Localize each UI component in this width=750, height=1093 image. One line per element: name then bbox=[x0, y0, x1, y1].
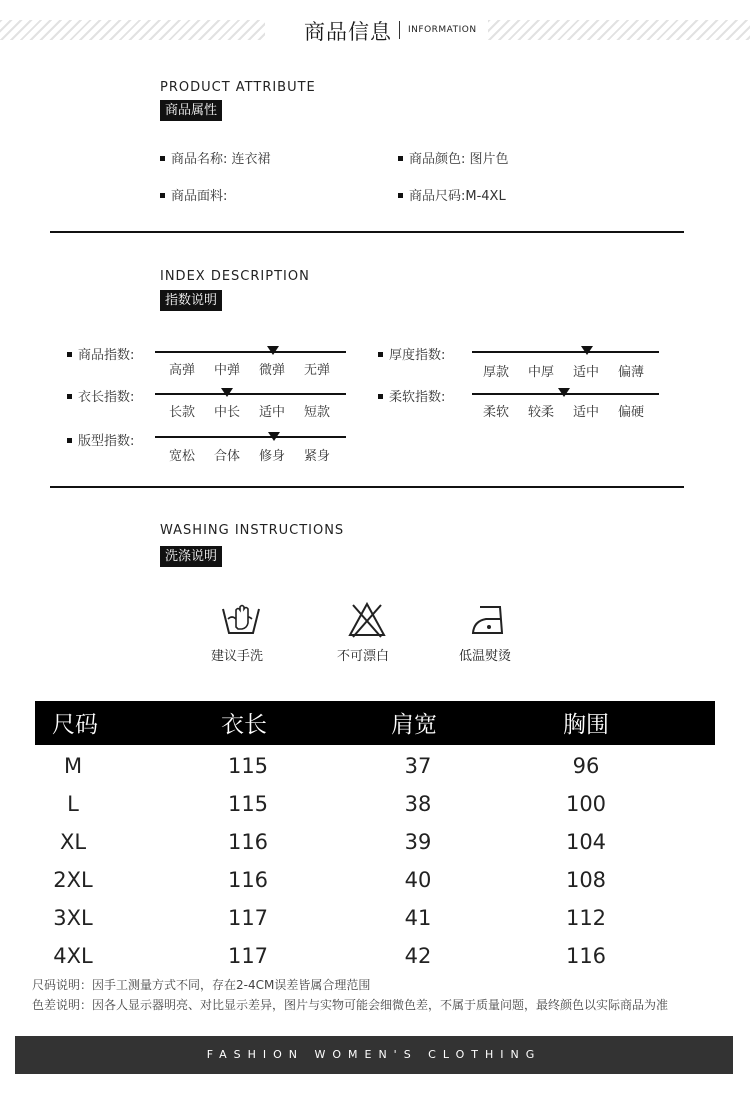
index-option: 较柔 bbox=[528, 405, 555, 420]
bullet-icon bbox=[67, 394, 72, 399]
table-cell: 37 bbox=[404, 754, 432, 778]
washing-title-en: WASHING INSTRUCTIONS bbox=[160, 523, 345, 538]
table-cell: 2XL bbox=[53, 868, 93, 892]
wash-label: 不可漂白 bbox=[337, 649, 390, 664]
header-hatch-left bbox=[0, 20, 265, 40]
table-cell: 100 bbox=[565, 792, 607, 816]
washing-title-cn: 洗涤说明 bbox=[160, 546, 222, 567]
table-cell: 112 bbox=[565, 906, 607, 930]
bullet-icon bbox=[67, 352, 72, 357]
index-scale-line bbox=[155, 393, 346, 395]
section-divider bbox=[50, 486, 684, 488]
index-marker-icon bbox=[268, 432, 280, 441]
table-cell: 4XL bbox=[53, 944, 93, 968]
index-option: 宽松 bbox=[169, 449, 196, 464]
attribute-title-en: PRODUCT ATTRIBUTE bbox=[160, 80, 316, 95]
size-note: 尺码说明：因手工测量方式不同，存在2-4CM误差皆属合理范围 bbox=[32, 978, 371, 992]
index-option: 偏薄 bbox=[618, 365, 645, 380]
index-option: 修身 bbox=[259, 449, 286, 464]
bullet-icon bbox=[160, 156, 165, 161]
table-cell: 96 bbox=[572, 754, 600, 778]
table-cell: 3XL bbox=[53, 906, 93, 930]
header-subtitle: INFORMATION bbox=[408, 25, 477, 35]
index-title-cn: 指数说明 bbox=[160, 290, 222, 311]
index-label: 版型指数: bbox=[67, 430, 134, 449]
section-divider bbox=[50, 231, 684, 233]
index-option: 合体 bbox=[214, 449, 241, 464]
table-cell: XL bbox=[59, 830, 87, 854]
low-iron-icon bbox=[470, 603, 508, 637]
index-label: 商品指数: bbox=[67, 344, 134, 363]
header-title: 商品信息 bbox=[304, 20, 392, 44]
table-header-shoulder: 肩宽 bbox=[391, 712, 437, 738]
attribute-title-cn: 商品属性 bbox=[160, 100, 222, 121]
bullet-icon bbox=[67, 438, 72, 443]
table-cell: 116 bbox=[227, 830, 269, 854]
wash-label: 建议手洗 bbox=[211, 649, 264, 664]
index-option: 柔软 bbox=[483, 405, 510, 420]
index-label: 衣长指数: bbox=[67, 386, 134, 405]
size-table-header bbox=[35, 701, 715, 745]
table-cell: 117 bbox=[227, 944, 269, 968]
table-cell: 41 bbox=[404, 906, 432, 930]
table-cell: M bbox=[63, 754, 83, 778]
attribute-item: 商品尺码:M-4XL bbox=[398, 185, 506, 204]
table-header-bust: 胸围 bbox=[563, 712, 609, 738]
table-cell: 116 bbox=[565, 944, 607, 968]
attribute-item: 商品颜色: 图片色 bbox=[398, 148, 509, 167]
hand-wash-icon bbox=[220, 601, 262, 639]
attribute-item: 商品名称: 连衣裙 bbox=[160, 148, 271, 167]
index-marker-icon bbox=[267, 346, 279, 355]
bullet-icon bbox=[398, 156, 403, 161]
table-cell: 38 bbox=[404, 792, 432, 816]
index-option: 适中 bbox=[573, 365, 600, 380]
index-option: 中厚 bbox=[528, 365, 555, 380]
index-marker-icon bbox=[221, 388, 233, 397]
attribute-item: 商品面料: bbox=[160, 185, 227, 204]
table-cell: 115 bbox=[227, 754, 269, 778]
footer-text: FASHION WOMEN'S CLOTHING bbox=[206, 1048, 542, 1061]
bullet-icon bbox=[378, 394, 383, 399]
index-scale-line bbox=[472, 351, 659, 353]
wash-label: 低温熨烫 bbox=[459, 649, 512, 664]
index-option: 中长 bbox=[214, 405, 241, 420]
index-option: 短款 bbox=[304, 405, 331, 420]
table-cell: 39 bbox=[404, 830, 432, 854]
index-option: 微弹 bbox=[259, 363, 286, 378]
bullet-icon bbox=[398, 193, 403, 198]
table-cell: 104 bbox=[565, 830, 607, 854]
color-note: 色差说明：因各人显示器明亮、对比显示差异，图片与实物可能会细微色差，不属于质量问题，最终颜色以实际商品为准 bbox=[32, 998, 669, 1012]
table-cell: 115 bbox=[227, 792, 269, 816]
index-marker-icon bbox=[581, 346, 593, 355]
index-title-en: INDEX DESCRIPTION bbox=[160, 269, 310, 284]
no-bleach-icon bbox=[347, 601, 387, 639]
bullet-icon bbox=[378, 352, 383, 357]
table-cell: 42 bbox=[404, 944, 432, 968]
bullet-icon bbox=[160, 193, 165, 198]
index-option: 长款 bbox=[169, 405, 196, 420]
table-header-size: 尺码 bbox=[52, 712, 98, 738]
index-scale-line bbox=[155, 436, 346, 438]
index-option: 无弹 bbox=[304, 363, 331, 378]
table-cell: 40 bbox=[404, 868, 432, 892]
index-option: 厚款 bbox=[483, 365, 510, 380]
index-option: 偏硬 bbox=[618, 405, 645, 420]
index-option: 适中 bbox=[259, 405, 286, 420]
index-label: 厚度指数: bbox=[378, 344, 445, 363]
header-divider bbox=[399, 21, 400, 39]
index-marker-icon bbox=[558, 388, 570, 397]
index-option: 适中 bbox=[573, 405, 600, 420]
index-scale-line bbox=[155, 351, 346, 353]
index-option: 中弹 bbox=[214, 363, 241, 378]
table-cell: 116 bbox=[227, 868, 269, 892]
index-option: 紧身 bbox=[304, 449, 331, 464]
table-cell: L bbox=[67, 792, 79, 816]
header-hatch-right bbox=[488, 20, 750, 40]
table-header-length: 衣长 bbox=[221, 712, 267, 738]
table-cell: 117 bbox=[227, 906, 269, 930]
index-option: 高弹 bbox=[169, 363, 196, 378]
index-label: 柔软指数: bbox=[378, 386, 445, 405]
table-cell: 108 bbox=[565, 868, 607, 892]
